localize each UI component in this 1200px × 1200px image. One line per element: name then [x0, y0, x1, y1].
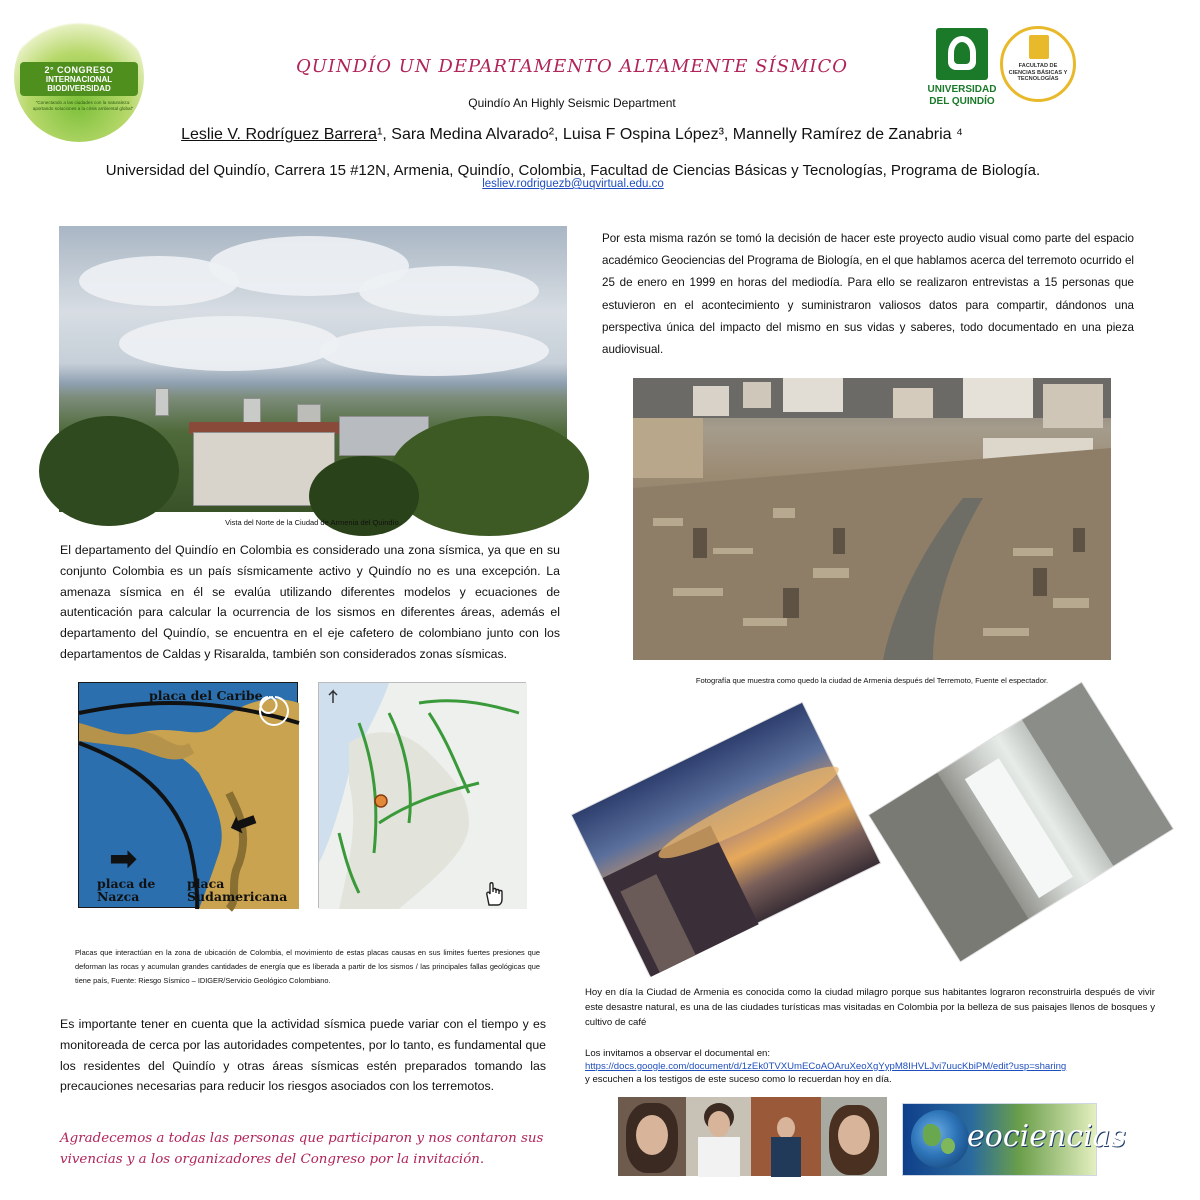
- geological-faults-map: [318, 682, 526, 908]
- sunset-photo-frame: [570, 728, 870, 948]
- congress-logo-line1: 2° CONGRESO: [44, 65, 114, 75]
- congress-logo-tagline: "Conectando a las ciudades con la naturaleza: aportando soluciones a la crisis ambiental global": [32, 100, 134, 111]
- documentary-invitation: [585, 1048, 1155, 1086]
- earthquake-aftermath-photo: [633, 378, 1111, 660]
- arrow-right-icon: ➡: [109, 840, 138, 878]
- uq-logo-line2: DEL QUINDÍO: [929, 96, 995, 107]
- uq-mark-icon: [936, 28, 988, 80]
- milagro-paragraph: Hoy en día la Ciudad de Armenia es conocida como la ciudad milagro porque sus habitantes lograron reconstruirla después de vivir este desastre natural, es una de las ciudades turísticas mas visitadas en Colombia por la belleza de sus paisajes llenos de bosques y cultivo de café: [585, 987, 1155, 1028]
- affiliation: Universidad del Quindío, Carrera 15 #12N, Armenia, Quindío, Colombia, Facultad de Ciencias Básicas y Tecnologías, Programa de Biología.: [105, 162, 1041, 179]
- invite-intro: Los invitamos a observar el documental en:: [585, 1048, 771, 1059]
- documentary-link[interactable]: https://docs.google.com/document/d/1zEk0TVXUmECoAOAruXeoXgYypM8IHVLJvi7uucKbiPM/edit?usp=sharing: [585, 1060, 1067, 1072]
- armenia-city-photo: [59, 226, 567, 512]
- invite-outro: y escuchen a los testigos de este suceso como lo recuerdan hoy en día.: [585, 1073, 892, 1085]
- team-photo-1: [618, 1097, 686, 1176]
- project-paragraph: Por esta misma razón se tomó la decisión de hacer este proyecto audio visual como parte del espacio académico Geociencias del Programa de Biología, en el que hablamos acerca del terremoto ocurrido el 25 de enero en 1999 en horas del mediodía. Para ello se realizaron entrevistas a 15 personas que estuvieron en el acontecimiento y suministraron valiosos datos para compartir, dándonos una perspectiva única del impacto del mismo en sus vidas y saberes, todo documentado en una pieza audiovisual.: [602, 232, 1134, 357]
- congress-logo-line3: BIODIVERSIDAD: [47, 84, 111, 93]
- geociencias-word: eociencias: [967, 1119, 1126, 1154]
- plate-label-nazca: placa de Nazca: [97, 876, 156, 905]
- tectonic-plates-map: [78, 682, 298, 908]
- maps-caption: Placas que interactúan en la zona de ubicación de Colombia, el movimiento de estas placas causas en sus limites fuertes presiones que deforman las rocas y acumulan grandes cantidades de energía que es liberada a partir de los sismos / las principales fallas geológicas que tiene país, Fuente: Riesgo Sísmico – IDIGER/Servicio Geológico Colombiano.: [75, 948, 540, 985]
- rubble-scene: [633, 378, 1111, 660]
- plate-label-caribe: placa del Caribe: [149, 688, 263, 703]
- armenia-sunset-photo: [572, 703, 880, 975]
- faculty-mark-icon: [1029, 35, 1049, 59]
- team-photo-4: [821, 1097, 887, 1176]
- congress-logo: [14, 12, 144, 142]
- geociencias-logo: [902, 1103, 1126, 1176]
- congress-logo-line2: INTERNACIONAL: [45, 75, 113, 84]
- poster-subtitle: Quindío An Highly Seismic Department: [468, 96, 676, 110]
- faculty-logo-text: FACULTAD DE CIENCIAS BÁSICAS Y TECNOLOGÍAS: [1008, 63, 1068, 83]
- preparedness-paragraph: Es importante tener en cuenta que la actividad sísmica puede variar con el tiempo y es monitoreada de cerca por las autoridades competentes, por lo tanto, es fundamental que los residentes del Quindío y otras áreas sísmicas estén preparados tomando las precauciones necesarias para reducir los riesgos asociados con los terremotos.: [60, 1017, 546, 1094]
- intro-paragraph: El departamento del Quindío en Colombia es considerado una zona sísmica, ya que en su conjunto Colombia es un país sísmicamente activo y Quindío no es una excepción. La amenaza sísmica en él se evalúa utilizando diferentes modelos y ecuaciones de autenticación para calcular la ocurrencia de los sismos en diferentes áreas, además el departamento del Quindío, se encuentra en el eje cafetero de colombiano junto con los departamentos de Caldas y Risaralda, también son considerados zonas sísmicas.: [60, 543, 560, 661]
- university-corridor-photo: [869, 683, 1172, 961]
- authors: [150, 126, 994, 144]
- team-photo-2: [686, 1097, 751, 1176]
- universidad-del-quindio-logo: [927, 28, 997, 108]
- armenia-photo-caption: Vista del Norte de la Ciudad de Armenia del Quindío.: [225, 518, 401, 527]
- faults-map-drawing: [319, 683, 527, 909]
- globe-icon: [911, 1110, 969, 1168]
- hand-pointer-icon: [479, 879, 509, 909]
- acknowledgements: Agradecemos a todas las personas que participaron y nos contaron sus vivencias y a los organizadores del Congreso por la invitación.: [60, 1131, 544, 1167]
- earthquake-photo-caption: Fotografía que muestra como quedo la ciudad de Armenia después del Terremoto, Fuente el espectador.: [695, 676, 1049, 685]
- faculty-logo: [1000, 26, 1076, 102]
- other-authors: ¹, Sara Medina Alvarado², Luisa F Ospina López³, Mannelly Ramírez de Zanabria ⁴: [377, 126, 963, 143]
- poster-title: QUINDÍO UN DEPARTAMENTO ALTAMENTE SÍSMICO: [295, 56, 849, 77]
- arrow-left-icon: ⬅: [223, 800, 264, 846]
- author-email-link[interactable]: lesliev.rodriguezb@uqvirtual.edu.co: [482, 178, 664, 190]
- corridor-photo-frame: [856, 688, 1186, 958]
- congress-logo-band: [20, 62, 138, 96]
- first-author: Leslie V. Rodríguez Barrera: [181, 126, 378, 143]
- team-photo-3: [751, 1097, 821, 1176]
- plate-label-sudamericana: placa Sudamericana: [187, 876, 288, 905]
- uq-logo-line1: UNIVERSIDAD: [927, 84, 997, 95]
